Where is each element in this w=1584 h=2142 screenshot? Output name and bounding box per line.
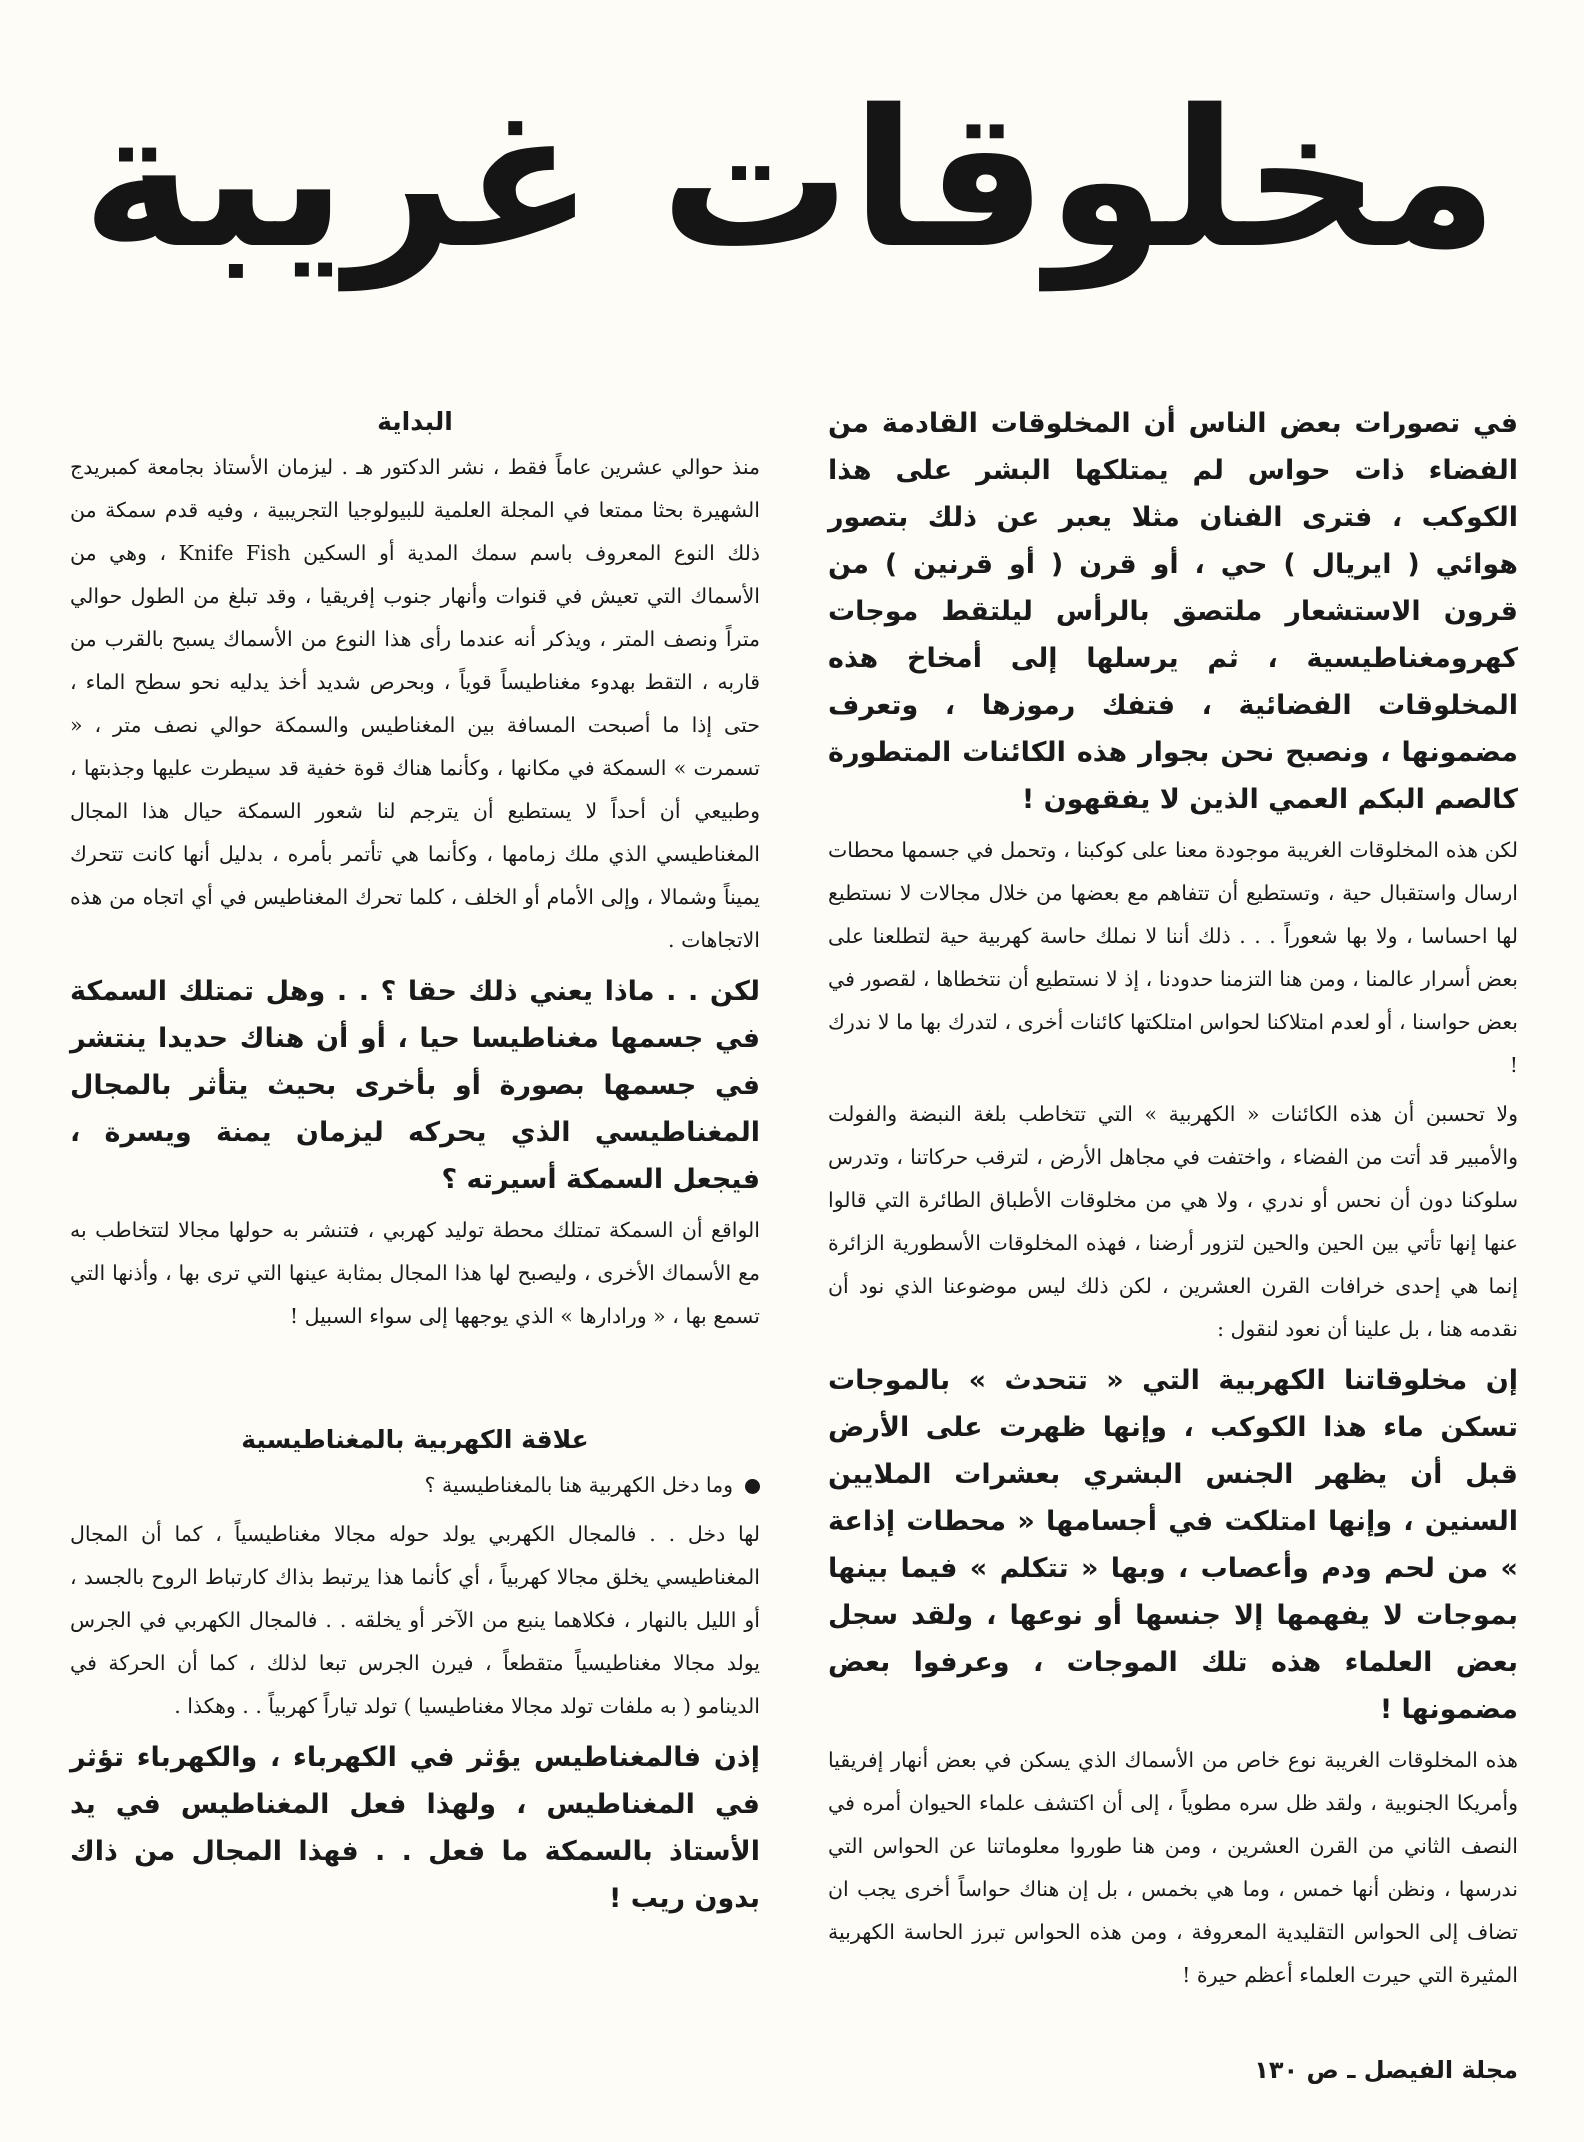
body-paragraph: الواقع أن السمكة تمتلك محطة توليد كهربي ، فتنشر به حولها مجالا لتتخاطب به مع الأسماك الأخرى ، وليصبح لها هذا المجال بمثابة عينها التي ترى بها ، وأذنها التي تسمع بها ، « ورادارها » الذي يوجهها إلى سواء السبيل ! (70, 1218, 760, 1328)
body-paragraph: لكن هذه المخلوقات الغريبة موجودة معنا على كوكبنا ، وتحمل في جسمها محطات ارسال واستقبال حية ، وتستطيع أن تتفاهم مع بعضها من خلال مجالات لا نستطيع لها احساسا ، ولا بها شعوراً . . . ذلك أننا لا نملك حاسة كهربية حية لتطلعنا على بعض أسرار عالمنا ، ومن هنا التزمنا حدودنا ، إذ لا نستطيع أن نتخطاها ، لقصور في بعض حواسنا ، أو لعدم امتلاكنا لحواس امتلكتها كائنات أخرى ، لتدرك بها ما لا ندرك ! (828, 838, 1518, 1077)
body-paragraph: لها دخل . . فالمجال الكهربي يولد حوله مجالا مغناطيسياً ، كما أن المجال المغناطيسي يخلق مجالا كهربياً ، أي كأنما هذا يرتبط بذاك كارتباط الروح بالجسد ، أو الليل بالنهار ، فكلاهما ينبع من الآخر أو يخلقه . . فالمجال الكهربي في الجرس يولد مجالا مغناطيسياً متقطعاً ، فيرن الجرس تبعا لذلك ، كما أن الحركة في الدينامو ( به ملفات تولد مجالا مغناطيسيا ) تولد تياراً كهربياً . . وهكذا . (70, 1522, 760, 1718)
page-footer: مجلة الفيصل ـ ص ١٣٠ (1254, 2056, 1518, 2084)
intro-paragraph: في تصورات بعض الناس أن المخلوقات القادمة من الفضاء ذات حواس لم يمتلكها البشر على هذا الكوكب ، فترى الفنان مثلا يعبر عن ذلك بتصور هوائي ( ايريال ) حي ، أو قرن ( أو قرنين ) من قرون الاستشعار ملتصق بالرأس ليلتقط موجات كهرومغناطيسية ، ثم يرسلها إلى أمخاخ هذه المخلوقات الفضائية ، فتفك رموزها ، وتعرف مضمونها ، ونصبح نحن بجوار هذه الكائنات المتطورة كالصم البكم العمي الذين لا يفقهون ! (828, 408, 1518, 815)
article-title: مخلوقات غريبة (81, 69, 1499, 290)
emphasis-paragraph: إذن فالمغناطيس يؤثر في الكهرباء ، والكهرباء تؤثر في المغناطيس ، ولهذا فعل المغناطيس في يد الأستاذ بالسمكة ما فعل . . فهذا المجال من ذاك بدون ريب ! (70, 1742, 760, 1914)
body-paragraph: منذ حوالي عشرين عاماً فقط ، نشر الدكتور هـ . ليزمان الأستاذ بجامعة كمبريدج الشهيرة بحثا ممتعا في المجلة العلمية للبيولوجيا التجريبية ، وفيه قدم سمكة من ذلك النوع المعروف باسم سمك المدية أو السكين Knife Fish ، وهي من الأسماك التي تعيش في قنوات وأنهار جنوب إفريقيا ، وقد تبلغ من الطول حوالي متراً ونصف المتر ، ويذكر أنه عندما رأى هذا النوع من الأسماك يسبح بالقرب من قاربه ، التقط بهدوء مغناطيساً قوياً ، وبحرص شديد أخذ يدليه نحو سطح الماء ، حتى إذا ما أصبحت المسافة بين المغناطيس والسمكة حوالي نصف متر ، « تسمرت » السمكة في مكانها ، وكأنما هناك قوة خفية قد سيطرت عليها وجذبتها ، وطبيعي أن أحداً لا يستطيع أن يترجم لنا شعور السمكة حيال هذا المجال المغناطيسي الذي ملك زمامها ، وكأنما هي تأتمر بأمره ، بدليل أنها كانت تتحرك يميناً وشمالا ، وإلى الأمام أو الخلف ، كلما تحرك المغناطيس في أي اتجاه من هذه الاتجاهات . (70, 455, 760, 952)
emphasis-paragraph: لكن . . ماذا يعني ذلك حقا ؟ . . وهل تمتلك السمكة في جسمها مغناطيسا حيا ، أو أن هناك حديدا ينتشر في جسمها بصورة أو بأخرى بحيث يتأثر بالمجال المغناطيسي الذي يحركه ليزمان يمنة ويسرة ، فيجعل السمكة أسيرته ؟ (70, 976, 760, 1195)
section-spacer (70, 1344, 760, 1418)
right-column (828, 400, 1518, 2003)
body-paragraph: ولا تحسبن أن هذه الكائنات « الكهربية » التي تتخاطب بلغة النبضة والفولت والأمبير قد أتت من الفضاء ، واختفت في مجاهل الأرض ، لترقب حركاتنا ، وتدرس سلوكنا دون أن نحس أو ندري ، ولا هي من مخلوقات الأطباق الطائرة التي قالوا عنها إنها تأتي بين الحين والحين لتزور أرضنا ، فهذه المخلوقات الأسطورية الزائرة إنما هي إحدى خرافات القرن العشرين ، لكن ذلك ليس موضوعنا الذي نود أن نقدمه هنا ، بل علينا أن نعود لنقول : (828, 1102, 1518, 1341)
question-bullet: وما دخل الكهربية هنا بالمغناطيسية ؟ (70, 1464, 760, 1507)
emphasis-paragraph: إن مخلوقاتنا الكهربية التي « تتحدث » بالموجات تسكن ماء هذا الكوكب ، وإنها ظهرت على الأرض قبل أن يظهر الجنس البشري بعشرات الملايين السنين ، وإنها امتلكت في أجسامها « محطات إذاعة » من لحم ودم وأعصاب ، وبها « تتكلم » فيما بينها بموجات لا يفهمها إلا جنسها أو نوعها ، ولقد سجل بعض العلماء هذه تلك الموجات ، وعرفوا بعض مضمونها ! (828, 1365, 1518, 1725)
body-paragraph: هذه المخلوقات الغريبة نوع خاص من الأسماك الذي يسكن في بعض أنهار إفريقيا وأمريكا الجنوبية ، ولقد ظل سره مطوياً ، إلى أن اكتشف علماء الحيوان أمره في النصف الثاني من القرن العشرين ، ومن هنا طوروا معلوماتنا عن الحواس التي ندرسها ، ونظن أنها خمس ، وما هي بخمس ، بل إن هناك حواساً أخرى يجب ان تضاف إلى الحواس التقليدية المعروفة ، ومن هذه الحواس تبرز الحاسة الكهربية المثيرة التي حيرت العلماء أعظم حيرة ! (828, 1748, 1518, 1987)
left-column (70, 400, 760, 1928)
section-heading-electric-magnetic: علاقة الكهربية بالمغناطيسية (241, 1425, 589, 1454)
section-heading-beginning: البداية (377, 407, 453, 436)
